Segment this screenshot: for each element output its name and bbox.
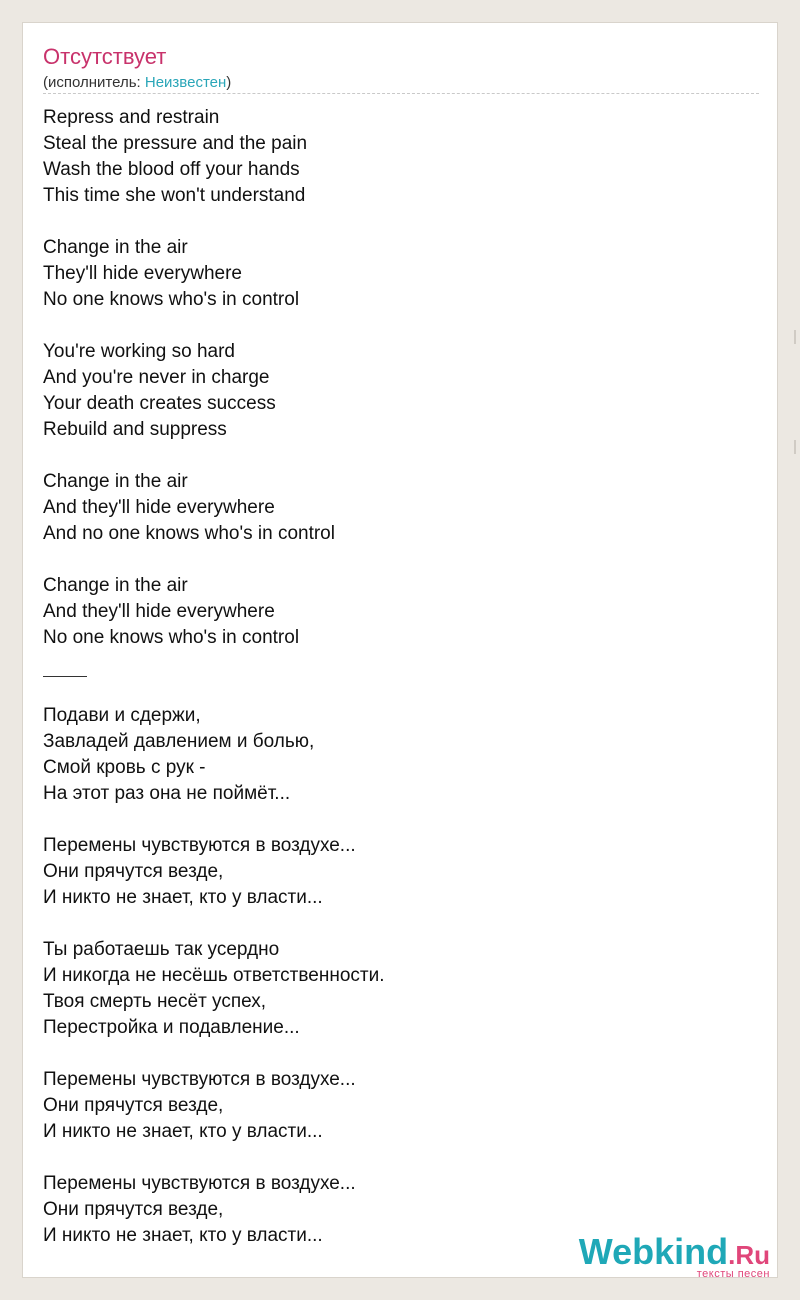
- lyric-line: И никто не знает, кто у власти...: [43, 1225, 323, 1246]
- lyric-line: This time she won't understand: [43, 185, 306, 206]
- logo-domain: .Ru: [728, 1240, 770, 1270]
- stanza-gap: [43, 1041, 759, 1067]
- lyric-line: Change in the air: [43, 575, 188, 596]
- lyric-line: Change in the air: [43, 471, 188, 492]
- lyric-line: И никто не знает, кто у власти...: [43, 887, 323, 908]
- stanza-gap: [43, 911, 759, 937]
- header-divider: [43, 93, 759, 94]
- translation-separator: [43, 651, 87, 677]
- stanza-gap: [43, 209, 759, 235]
- lyric-line: Смой кровь с рук -: [43, 757, 206, 778]
- stanza-gap: [43, 313, 759, 339]
- lyric-line: Перемены чувствуются в воздухе...: [43, 1173, 356, 1194]
- lyrics-card: [22, 22, 778, 1278]
- lyric-line: And no one knows who's in control: [43, 523, 335, 544]
- lyric-line: Перемены чувствуются в воздухе...: [43, 1069, 356, 1090]
- lyric-line: Твоя смерть несёт успех,: [43, 991, 267, 1012]
- artist-link[interactable]: Неизвестен: [144, 74, 227, 91]
- lyric-line: Перемены чувствуются в воздухе...: [43, 835, 356, 856]
- lyric-line: Перестройка и подавление...: [43, 1017, 300, 1038]
- lyric-line: Repress and restrain: [43, 107, 220, 128]
- lyric-line: You're working so hard: [43, 341, 235, 362]
- lyric-line: And they'll hide everywhere: [43, 497, 275, 518]
- stanza-gap: [43, 443, 759, 469]
- song-title: Отсутствует: [43, 44, 167, 69]
- lyric-line: И никто не знает, кто у власти...: [43, 1121, 323, 1142]
- lyric-line: No one knows who's in control: [43, 627, 300, 648]
- lyric-line: And they'll hide everywhere: [43, 601, 275, 622]
- artist-line: [43, 73, 231, 93]
- lyric-line: Wash the blood off your hands: [43, 159, 300, 180]
- lyric-line: И никогда не несёшь ответственности.: [43, 965, 385, 986]
- lyric-line: No one knows who's in control: [43, 289, 300, 310]
- lyric-line: Они прячутся везде,: [43, 1199, 224, 1220]
- site-logo[interactable]: [579, 1233, 770, 1280]
- lyrics-text: [43, 105, 759, 1249]
- logo-main-text: Webkind: [578, 1231, 729, 1272]
- lyric-line: На этот раз она не поймёт...: [43, 783, 291, 804]
- lyric-line: Steal the pressure and the pain: [43, 133, 308, 154]
- lyric-line: Завладей давлением и болью,: [43, 731, 315, 752]
- scroll-edge-mark: [788, 330, 796, 344]
- lyric-line: And you're never in charge: [43, 367, 270, 388]
- lyric-line: Они прячутся везде,: [43, 1095, 224, 1116]
- lyric-line: They'll hide everywhere: [43, 263, 242, 284]
- lyric-line: Они прячутся везде,: [43, 861, 224, 882]
- stanza-gap: [43, 1145, 759, 1171]
- artist-prefix: (исполнитель:: [43, 74, 145, 91]
- lyric-line: Change in the air: [43, 237, 188, 258]
- lyric-line: Ты работаешь так усердно: [43, 939, 280, 960]
- scroll-edge-mark: [788, 440, 796, 454]
- stanza-gap: [43, 807, 759, 833]
- lyric-line: Подави и сдержи,: [43, 705, 201, 726]
- lyric-line: Your death creates success: [43, 393, 276, 414]
- lyric-line: Rebuild and suppress: [43, 419, 227, 440]
- logo-tagline: тексты песен: [696, 1268, 770, 1280]
- stanza-gap: [43, 547, 759, 573]
- artist-suffix: ): [226, 74, 232, 91]
